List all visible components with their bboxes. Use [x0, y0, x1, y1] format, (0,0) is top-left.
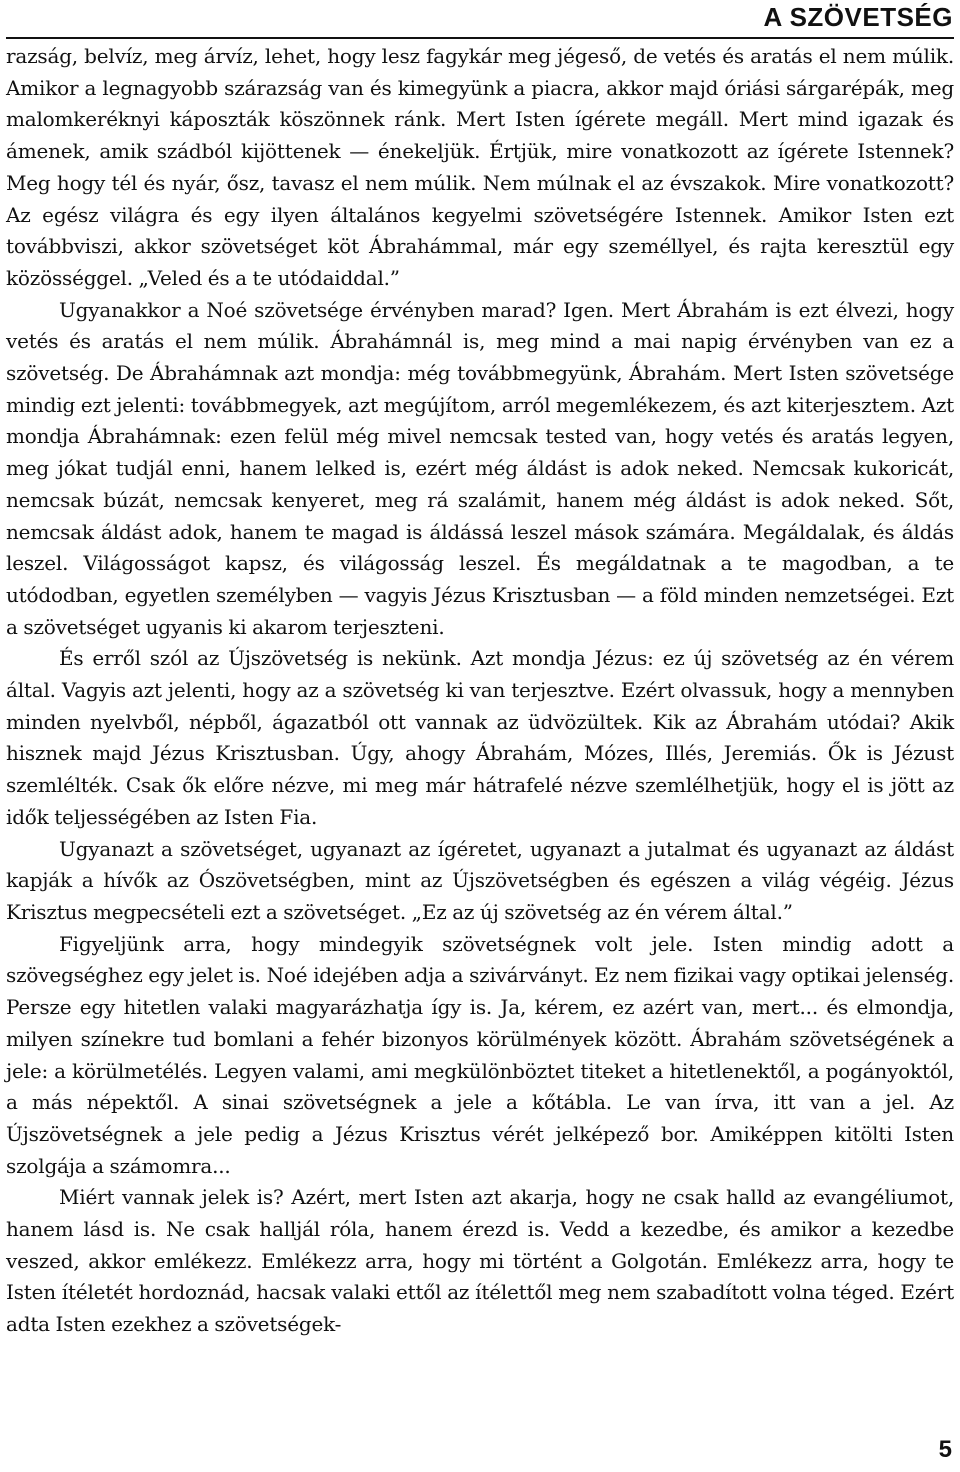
paragraph-4: Ugyanazt a szövetséget, ugyanazt az ígéretet, ugyanazt a jutalmat és ugyanazt az áldást kapják a hívők az Ószövetségben, mint az Újszövetségben és egészen a világ végéig. Jézus Krisztus megpecsételi ezt a szövetséget. „Ez az új szövetség az én vérem által.”: [6, 836, 954, 924]
header-rule: [6, 37, 954, 39]
paragraph-2: Ugyanakkor a Noé szövetsége érvényben marad? Igen. Mert Ábrahám is ezt élvezi, hogy vetés és aratás el nem múlik. Ábrahámnál is, meg mind a mai napig érvényben van ez a szövetség. De Ábrahámnak azt mondja: még továbbmegyünk, Ábrahám. Mert Isten szövetsége mindig ezt jelenti: továbbmegyek, azt megújítom, arról megemlékezem, és azt kiterjesztem. Azt mondja Ábrahámnak: ezen felül még mivel nemcsak tested van, hogy vetés és aratás legyen, meg jókat tudjál enni, hanem lelked is, ezért még áldást is adok neked. Nemcsak kukoricát, nemcsak búzát, nemcsak kenyeret, meg rá szalámit, hanem még áldást is adok neked. Sőt, nemcsak áldást adok, hanem te magad is áldássá leszel mások számára. Megáldalak, és áldás leszel. Világosságot kapsz, és világosság leszel. És megáldatnak a te magodban, a te utódodban, egyetlen személyben — vagyis Jézus Krisztusban — a föld minden nemzetségei. Ezt a szövetséget ugyanis ki akarom terjeszteni.: [6, 297, 954, 639]
body-text: [6, 41, 954, 1341]
paragraph-5: Figyeljünk arra, hogy mindegyik szövetségnek volt jele. Isten mindig adott a szövegséghez egy jelet is. Noé idejében adja a szivárványt. Ez nem fizikai vagy optikai jelenség. Persze egy hitetlen valaki magyarázhatja így is. Ja, kérem, ez azért van, mert... és elmondja, milyen színekre tud bomlani a fehér bizonyos körülmények között. Ábrahám szövetségének a jele: a körülmetélés. Legyen valami, ami megkülönböztet titeket a hitetlenektől, a pogányoktól, a más népektől. A sinai szövetségnek a jele a kőtábla. Le van írva, itt van a jel. Az Újszövetségnek a jele pedig a Jézus Krisztus vérét jelképező bor. Amiképpen kitölti Isten szolgája a számomra...: [6, 931, 954, 1178]
paragraph-3: És erről szól az Újszövetség is nekünk. Azt mondja Jézus: ez új szövetség az én vérem által. Vagyis azt jelenti, hogy az a szövetség ki van terjesztve. Ezért olvassuk, hogy a mennyben minden nyelvből, népből, ágazatból ott vannak az üdvözültek. Kik az Ábrahám utódai? Akik hisznek majd Jézus Krisztusban. Úgy, ahogy Ábrahám, Mózes, Illés, Jeremiás. Ők is Jézust szemlélték. Csak ők előre nézve, mi meg már hátrafelé nézve szemlélhetjük, hogy el is jött az idők teljességében az Isten Fia.: [6, 646, 954, 829]
running-head-title: A SZÖVETSÉG: [763, 2, 953, 32]
page-number: 5: [938, 1436, 952, 1463]
paragraph-6: Miért vannak jelek is? Azért, mert Isten azt akarja, hogy ne csak halld az evangéliumot, hanem lásd is. Ne csak halljál róla, hanem érezd is. Vedd a kezedbe, és amikor a kezedbe veszed, akkor emlékezz. Emlékezz arra, hogy mi történt a Golgotán. Emlékezz arra, hogy te Isten ítéletét hordoznád, hacsak valaki ettől az ítélettől meg nem szabadított volna téged. Ezért adta Isten ezekhez a szövetségek-: [6, 1185, 954, 1337]
paragraph-1: razság, belvíz, meg árvíz, lehet, hogy lesz fagykár meg jégeső, de vetés és aratás el nem múlik. Amikor a legnagyobb szárazság van és kimegyünk a piacra, akkor majd óriási sárgarépák, meg malomkeréknyi káposzták köszönnek ránk. Mert Isten ígérete megáll. Mert mind igazak és ámenek, amik szádból kijöttenek — énekeljük. Értjük, mire vonatkozott az ígérete Istennek? Meg hogy tél és nyár, ősz, tavasz el nem múlik. Nem múlnak el az évszakok. Mire vonatkozott? Az egész világra és egy ilyen általános kegyelmi szövetségére Istennek. Amikor Isten ezt továbbviszi, akkor szövetséget köt Ábrahámmal, már egy személlyel, és rajta keresztül egy közösséggel. „Veled és a te utódaiddal.”: [6, 44, 954, 290]
